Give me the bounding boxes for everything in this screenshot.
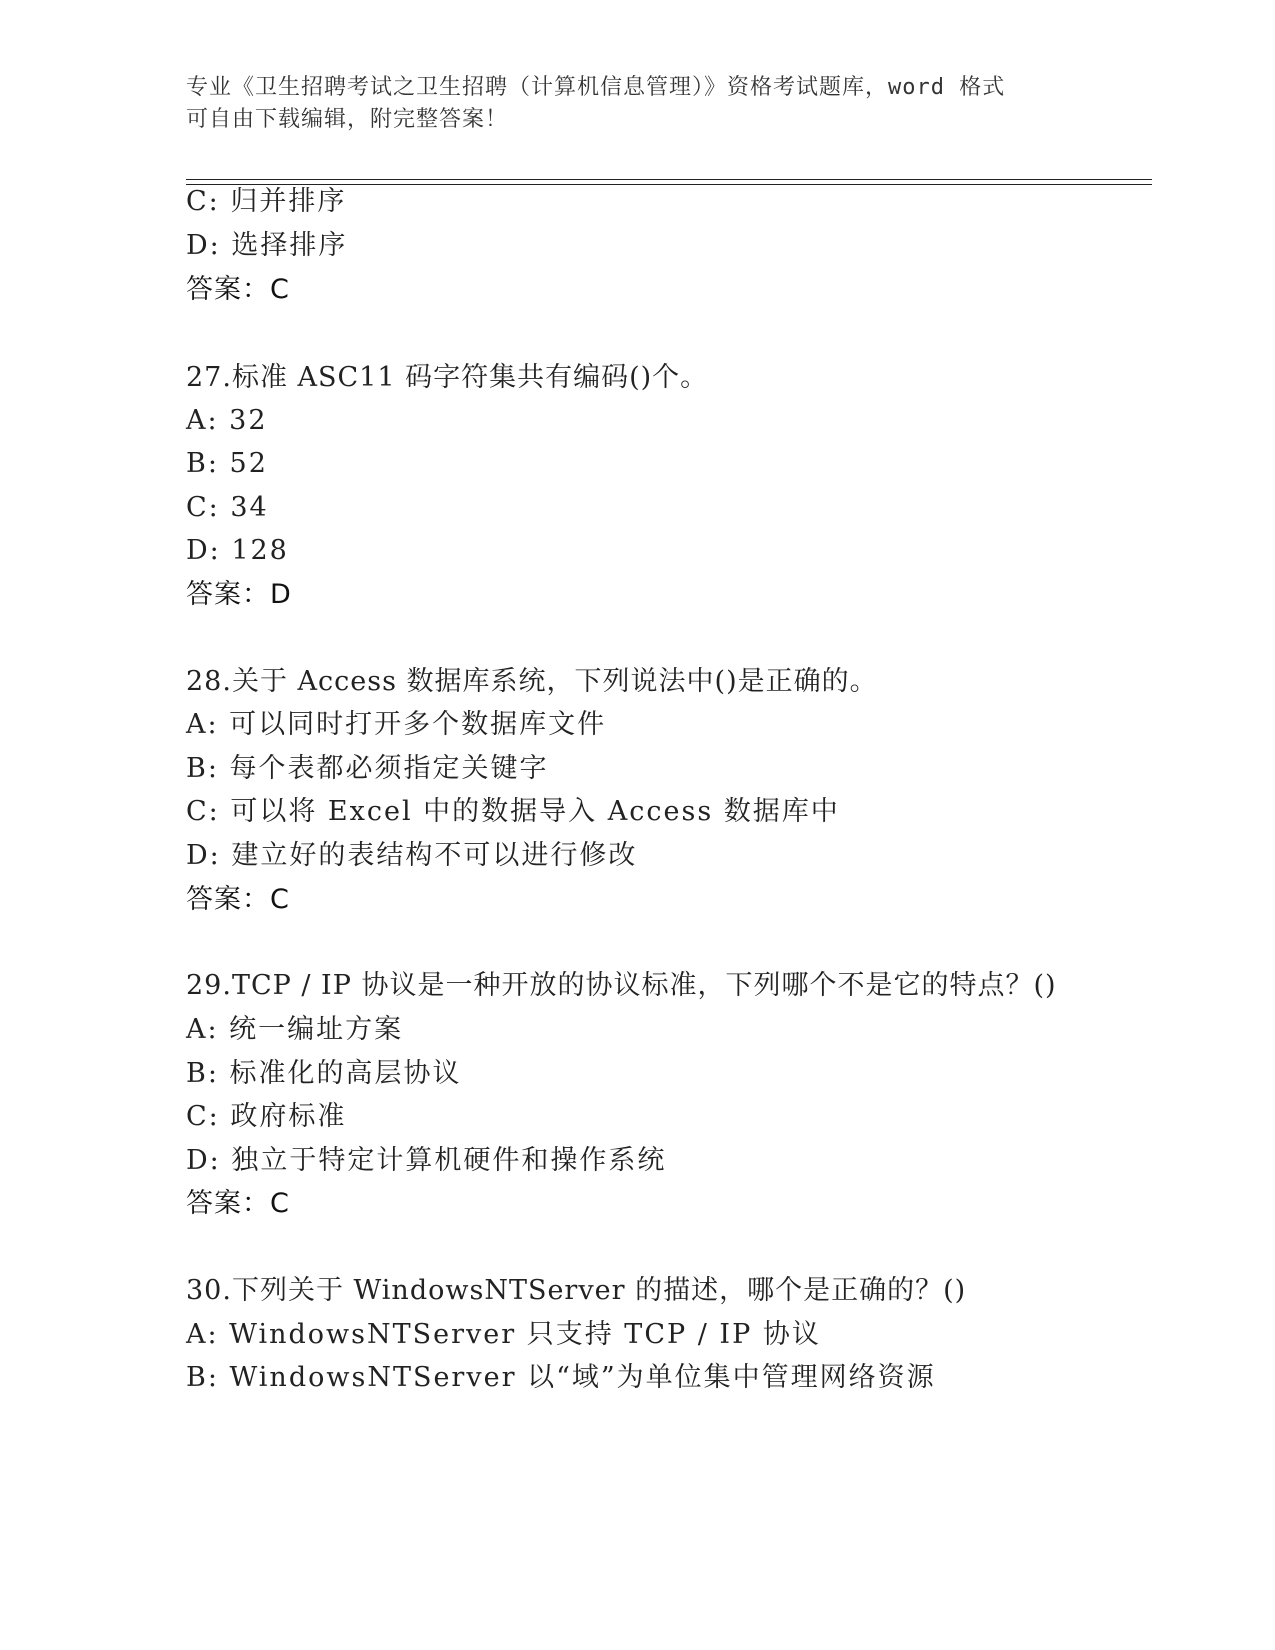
- answer-line: 答案：C: [186, 274, 290, 305]
- option-line: C: 归并排序: [186, 186, 347, 217]
- header-line-2: 可自由下载编辑，附完整答案！: [186, 107, 509, 132]
- option-line: C: 政府标准: [186, 1101, 347, 1132]
- option-line: C: 可以将 Excel 中的数据导入 Access 数据库中: [186, 796, 840, 827]
- option-line: D: 独立于特定计算机硬件和操作系统: [186, 1145, 667, 1176]
- question-text: 28.关于 Access 数据库系统，下列说法中()是正确的。: [186, 666, 878, 697]
- option-line: A: 可以同时打开多个数据库文件: [186, 709, 607, 740]
- option-line: B: 52: [186, 448, 268, 479]
- option-line: B: WindowsNTServer 以“域”为单位集中管理网络资源: [186, 1362, 936, 1393]
- option-line: B: 标准化的高层协议: [186, 1058, 462, 1089]
- header-line-1: 专业《卫生招聘考试之卫生招聘（计算机信息管理）》资格考试题库，word 格式: [186, 75, 1006, 100]
- option-line: D: 选择排序: [186, 230, 348, 261]
- option-line: A: 统一编址方案: [186, 1014, 404, 1045]
- option-line: D: 建立好的表结构不可以进行修改: [186, 840, 638, 871]
- option-line: C: 34: [186, 492, 269, 523]
- answer-line: 答案：C: [186, 884, 290, 915]
- header-divider-top: [186, 179, 1152, 180]
- option-line: B: 每个表都必须指定关键字: [186, 753, 549, 784]
- question-text: 30.下列关于 WindowsNTServer 的描述，哪个是正确的？(): [186, 1275, 967, 1306]
- answer-line: 答案：D: [186, 579, 292, 610]
- option-line: D: 128: [186, 535, 289, 566]
- answer-line: 答案：C: [186, 1188, 290, 1219]
- document-header: [186, 72, 1086, 136]
- question-text: 27.标准 ASC11 码字符集共有编码()个。: [186, 362, 709, 393]
- option-line: A: WindowsNTServer 只支持 TCP / IP 协议: [186, 1319, 821, 1350]
- question-text: 29.TCP / IP 协议是一种开放的协议标准，下列哪个不是它的特点？(): [186, 970, 1057, 1001]
- option-line: A: 32: [186, 405, 268, 436]
